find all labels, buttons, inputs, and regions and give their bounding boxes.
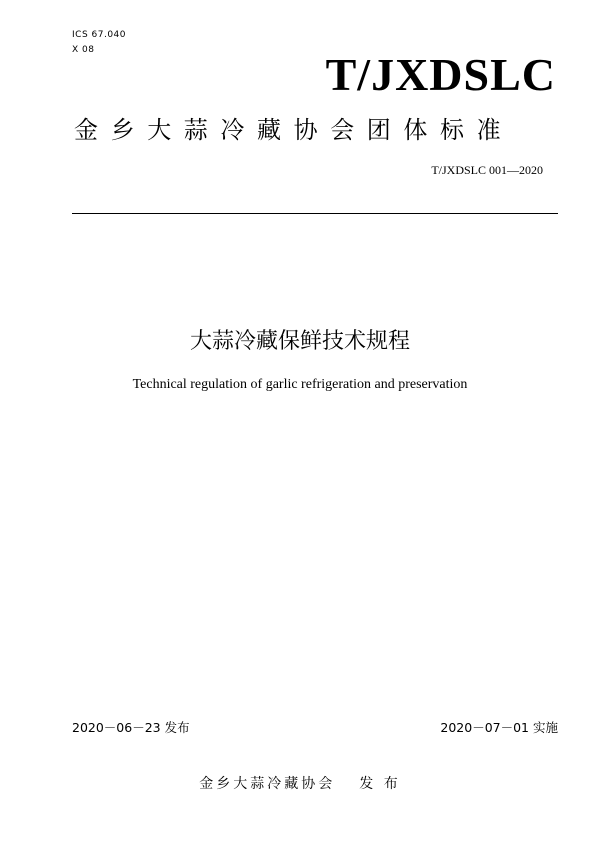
document-title-english: Technical regulation of garlic refrigeration and preservation bbox=[132, 377, 468, 392]
issuer-suffix: 发 布 bbox=[359, 776, 401, 792]
document-number: T/JXDSLC 001—2020 bbox=[431, 163, 543, 177]
issuer-name: 金乡大蒜冷藏协会 bbox=[199, 776, 336, 792]
issue-date: 2020－06－23 发布 bbox=[72, 720, 190, 735]
ics-code: ICS 67.040 bbox=[72, 30, 127, 40]
standard-code: T/JXDSLC bbox=[325, 49, 556, 100]
standard-name: 金乡大蒜冷藏协会团体标准 bbox=[74, 116, 514, 144]
implementation-date: 2020－07－01 实施 bbox=[440, 720, 558, 735]
document-title-chinese: 大蒜冷藏保鲜技术规程 bbox=[189, 329, 410, 354]
classification-code: X 08 bbox=[72, 45, 95, 55]
header-divider bbox=[72, 213, 558, 214]
issuer-line bbox=[0, 773, 600, 793]
